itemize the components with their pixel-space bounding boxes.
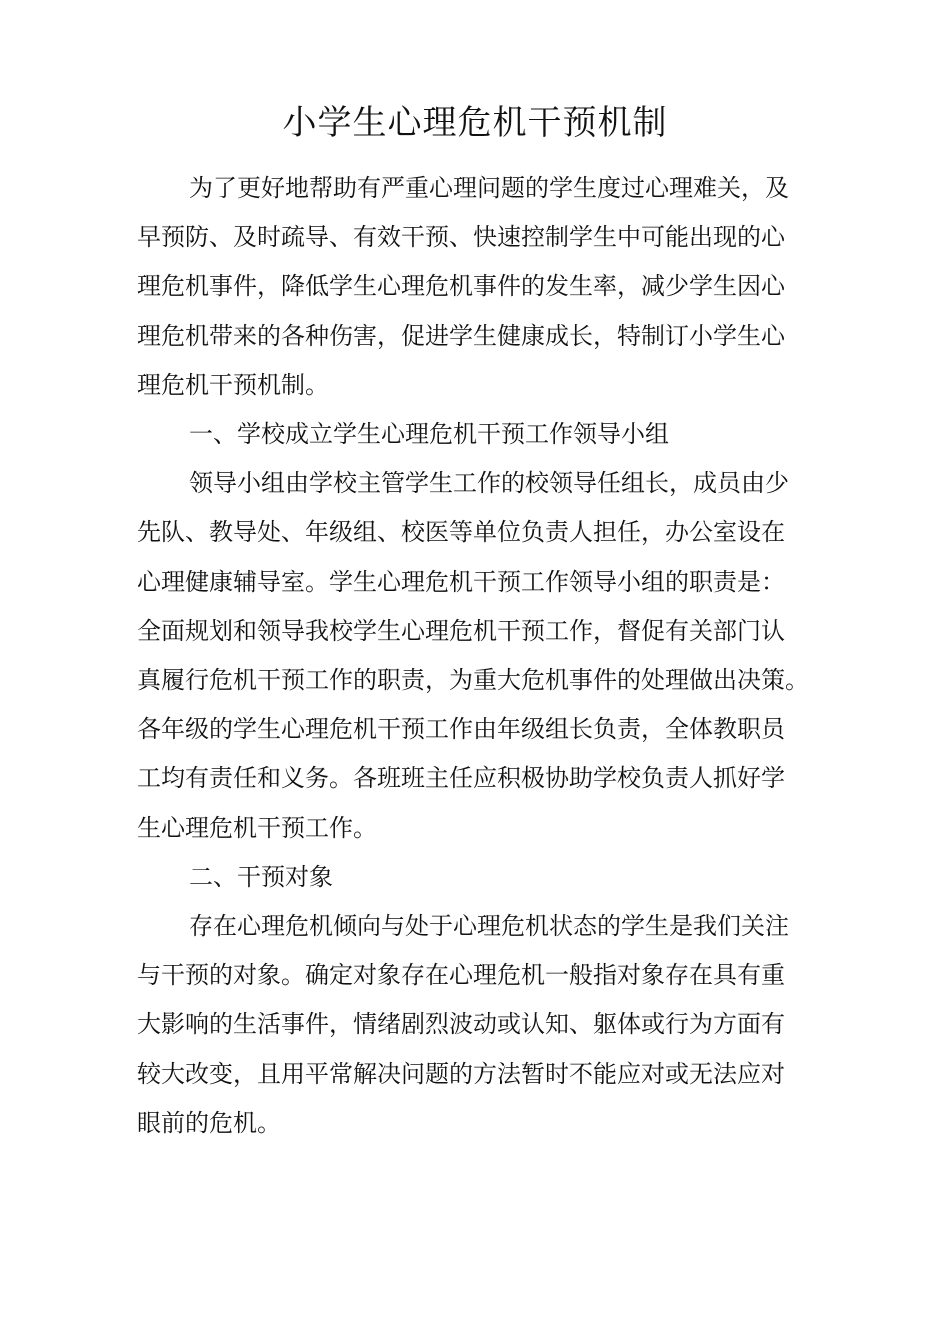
paragraph-line: 各年级的学生心理危机干预工作由年级组长负责，全体教职员 <box>137 715 785 744</box>
section-heading: 一、学校成立学生心理危机干预工作领导小组 <box>189 420 669 449</box>
document-body <box>137 164 837 1148</box>
paragraph-line: 较大改变，且用平常解决问题的方法暂时不能应对或无法应对 <box>137 1059 785 1088</box>
document-title: 小学生心理危机干预机制 <box>282 103 668 143</box>
paragraph-line: 全面规划和领导我校学生心理危机干预工作，督促有关部门认 <box>137 616 785 645</box>
paragraph-line: 早预防、及时疏导、有效干预、快速控制学生中可能出现的心 <box>137 223 785 252</box>
paragraph-line: 心理健康辅导室。学生心理危机干预工作领导小组的职责是： <box>137 567 785 596</box>
paragraph-line: 领导小组由学校主管学生工作的校领导任组长，成员由少 <box>189 469 789 498</box>
paragraph-line: 理危机带来的各种伤害，促进学生健康成长，特制订小学生心 <box>137 321 785 350</box>
paragraph-line: 理危机干预机制。 <box>137 370 329 399</box>
paragraph-line: 与干预的对象。确定对象存在心理危机一般指对象存在具有重 <box>137 961 785 990</box>
paragraph-line: 存在心理危机倾向与处于心理危机状态的学生是我们关注 <box>189 912 789 941</box>
paragraph-line: 工均有责任和义务。各班班主任应积极协助学校负责人抓好学 <box>137 764 785 793</box>
paragraph-line: 大影响的生活事件，情绪剧烈波动或认知、躯体或行为方面有 <box>137 1010 785 1039</box>
paragraph-line: 生心理危机干预工作。 <box>137 813 377 842</box>
paragraph-line: 真履行危机干预工作的职责，为重大危机事件的处理做出决策。 <box>137 666 809 695</box>
section-heading: 二、干预对象 <box>189 862 333 891</box>
paragraph-line: 理危机事件，降低学生心理危机事件的发生率，减少学生因心 <box>137 272 785 301</box>
paragraph-line: 为了更好地帮助有严重心理问题的学生度过心理难关，及 <box>189 174 789 202</box>
paragraph-line: 先队、教导处、年级组、校医等单位负责人担任，办公室设在 <box>137 518 785 547</box>
paragraph-line: 眼前的危机。 <box>137 1108 281 1137</box>
